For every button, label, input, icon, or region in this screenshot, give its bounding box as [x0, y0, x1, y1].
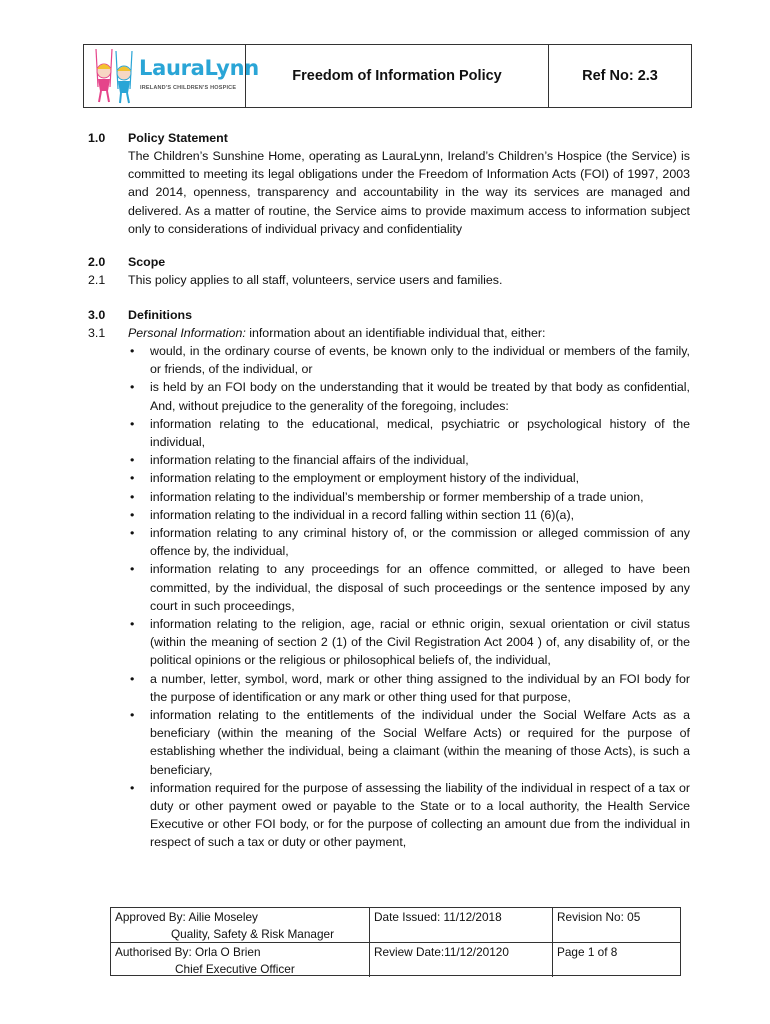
document-title: Freedom of Information Policy: [246, 45, 549, 107]
definition-term: Personal Information:: [128, 326, 246, 340]
list-item: • information relating to the financial affairs of the individual,: [130, 453, 469, 468]
list-item: • information relating to the entitlements of the individual under the Social Welfare Acts as a beneficiary (within the meaning of the Social Welfare Acts) or required for the purpose of establishing whether the individual, being a claimant (within the meaning of those Acts), is such a beneficiary,: [130, 708, 690, 777]
date-issued: Date Issued: 11/12/2018: [370, 908, 553, 942]
list-item: • information relating to the employment or employment history of the individual,: [130, 471, 580, 486]
section-1-text: The Children’s Sunshine Home, operating as LauraLynn, Ireland’s Children’s Hospice (the Service) is committed to meeting its legal obligations under the Freedom of Information Acts (FOI) of 1997, 2003 and 2014, openness, transparency and accountability in the way its services are managed and delivered. As a matter of routine, the Service aims to provide maximum access to information subject only to considerations of individual privacy and confidentiality: [128, 149, 690, 236]
authorisation-cell: [111, 943, 370, 977]
revision-number: Revision No: 05: [557, 910, 641, 924]
list-item: • is held by an FOI body on the understanding that it would be treated by that body as confidential, And, without prejudice to the generality of the foregoing, includes:: [130, 380, 690, 413]
list-item: • information required for the purpose of assessing the liability of the individual in respect of a tax or duty or other payment owed or payable to the State or to a local authority, the Health Service Executive or other FOI body, or for the purpose of collecting an amount due from the individual in respect of such a tax or duty or other payment,: [130, 780, 690, 850]
list-item: • information relating to the religion, age, racial or ethnic origin, sexual orientation or civil status (within the meaning of section 2 (1) of the Civil Registration Act 2004 ) of, any disability of, or the political opinions or the religious or philosophical beliefs of, the individual,: [130, 617, 690, 668]
reference-number: Ref No: 2.3: [582, 68, 658, 84]
logo: [84, 45, 259, 107]
footer-row-approved: [111, 908, 680, 942]
approval-cell: [111, 908, 370, 942]
list-item: • information relating to the individual’s membership or former membership of a trade union,: [130, 489, 644, 504]
definition-bullet-list: [128, 342, 690, 852]
section-3-heading: Definitions: [128, 308, 193, 322]
list-item: • information relating to any criminal history of, or the commission or alleged commission of any offence by, the individual,: [130, 526, 690, 559]
authorised-by: Authorised By: Orla O Brien: [115, 945, 261, 959]
list-item: • a number, letter, symbol, word, mark or other thing assigned to the individual by an FOI body for the purpose of identification or any mark or other thing used for that purpose,: [130, 671, 690, 704]
list-item: • information relating to the individual in a record falling within section 11 (6)(a),: [130, 507, 575, 522]
footer-row-authorised: [111, 942, 680, 977]
authorised-role: Chief Executive Officer: [175, 961, 295, 976]
section-3-1-definition: [128, 324, 690, 342]
approved-by: Approved By: Ailie Moseley: [115, 910, 258, 924]
list-item: • information relating to any proceedings for an offence committed, or alleged to have been committed, by the individual, the disposal of such proceedings or the sentence imposed by any court in such proceedings,: [130, 562, 690, 613]
approved-role: Quality, Safety & Risk Manager: [171, 926, 335, 941]
footer-table: [110, 907, 681, 976]
definition-text: information about an identifiable individual that, either:: [245, 326, 546, 340]
list-item: • information relating to the educational, medical, psychiatric or psychological history of the individual,: [130, 416, 690, 450]
section-2-1-number: 2.1: [88, 273, 106, 287]
children-swing-icon: [86, 47, 140, 107]
section-2-heading: Scope: [128, 255, 166, 269]
section-2-number: 2.0: [88, 255, 106, 269]
logo-subtitle: IRELAND'S CHILDREN'S HOSPICE: [140, 85, 237, 91]
review-date: Review Date:11/12/20120: [370, 943, 553, 977]
page-number: Page 1 of 8: [557, 945, 618, 959]
section-1-heading: Policy Statement: [128, 131, 228, 145]
section-3-1-number: 3.1: [88, 326, 106, 340]
section-3-number: 3.0: [88, 308, 106, 322]
section-1-number: 1.0: [88, 131, 106, 145]
list-item: • would, in the ordinary course of events, be known only to the individual or members of the family, or friends, of the individual, or: [130, 344, 690, 377]
logo-wordmark: LauraLynn: [139, 56, 259, 80]
section-2-1-text: This policy applies to all staff, volunteers, service users and families.: [128, 273, 503, 287]
header-table: [83, 44, 692, 108]
